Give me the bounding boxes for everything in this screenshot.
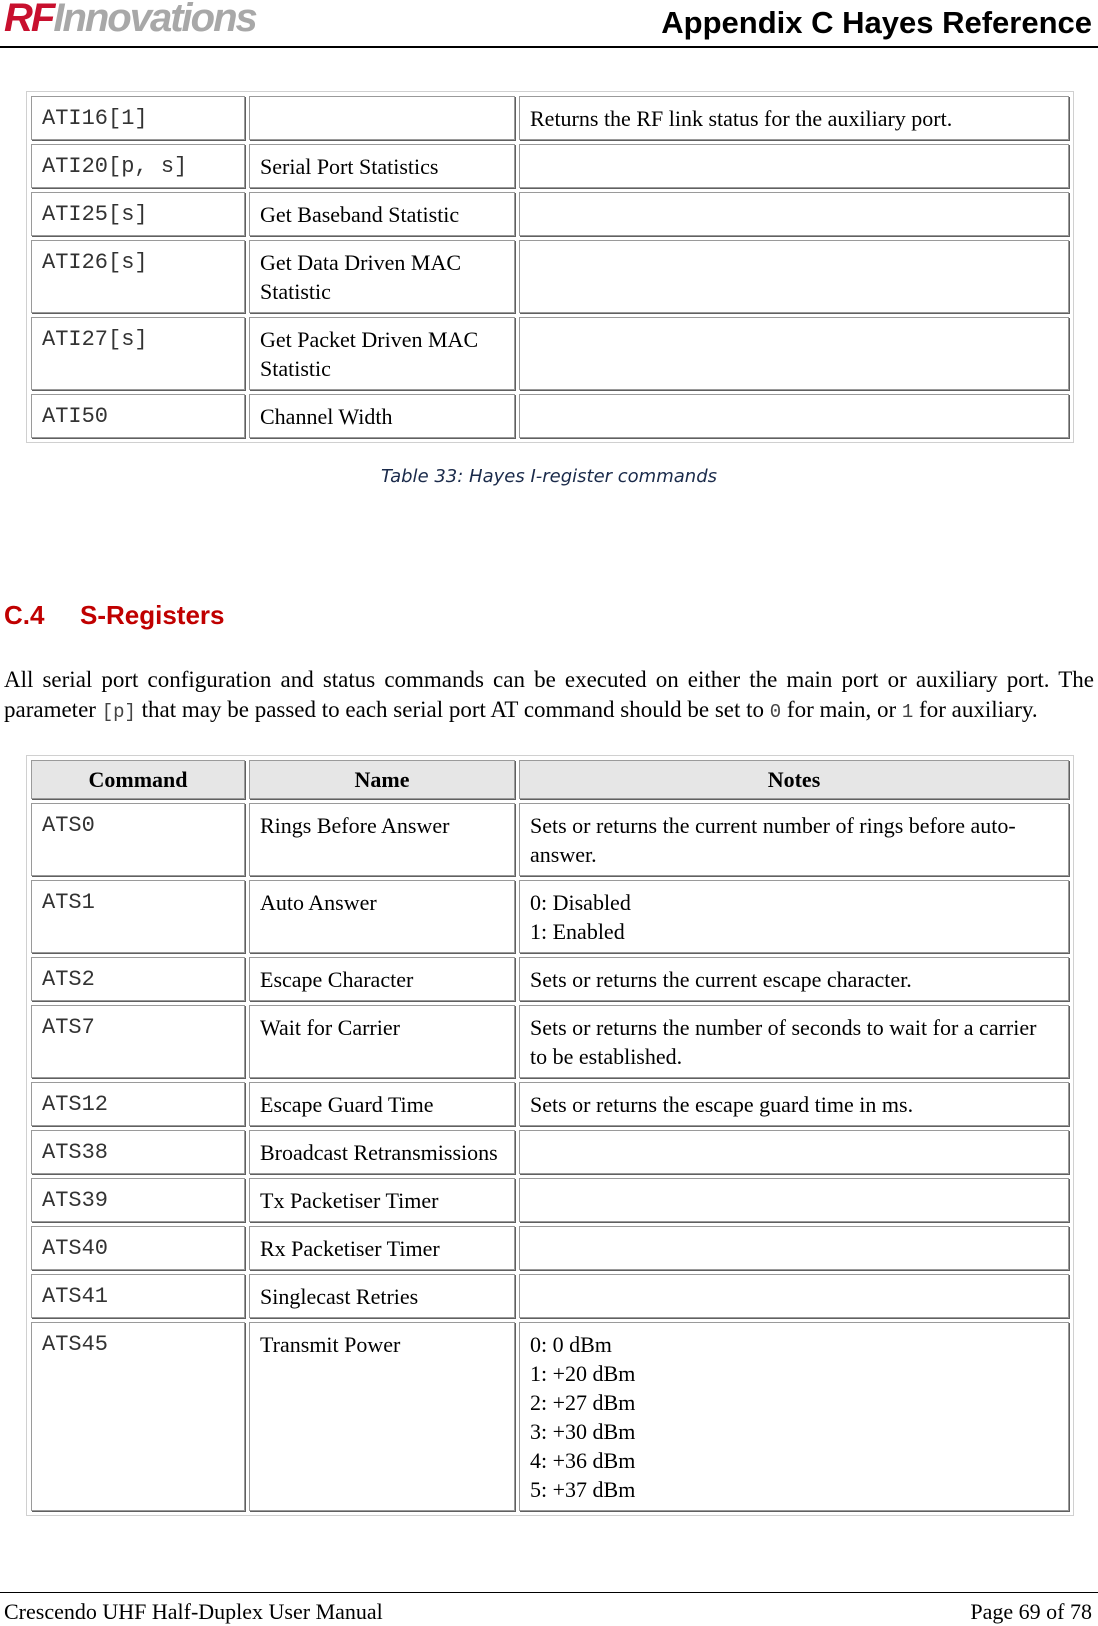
- note-line: 5: +37 dBm: [530, 1477, 636, 1502]
- note-line: [530, 1282, 1058, 1311]
- table-row: [31, 144, 1069, 188]
- name-cell: Broadcast Retransmissions: [249, 1130, 515, 1174]
- notes-cell: [519, 240, 1069, 313]
- name-cell: [249, 96, 515, 140]
- name-cell: Tx Packetiser Timer: [249, 1178, 515, 1222]
- table-row: [31, 880, 1069, 953]
- name-cell: Transmit Power: [249, 1322, 515, 1511]
- table-row: [31, 1178, 1069, 1222]
- name-cell: Rx Packetiser Timer: [249, 1226, 515, 1270]
- note-line: [530, 1138, 1058, 1167]
- page-footer: [0, 1592, 1098, 1626]
- page-number: Page 69 of 78: [970, 1599, 1092, 1624]
- notes-cell: [519, 880, 1069, 953]
- header-name: Name: [249, 760, 515, 799]
- note-line: Sets or returns the escape guard time in ms.: [530, 1092, 914, 1117]
- command-cell: ATS12: [31, 1082, 245, 1126]
- note-line: Sets or returns the current number of rings before auto-answer.: [530, 813, 1016, 867]
- aux-port-code: 1: [901, 701, 914, 723]
- table-header-row: [31, 760, 1069, 799]
- note-line: 2: +27 dBm: [530, 1390, 636, 1415]
- command-cell: ATS39: [31, 1178, 245, 1222]
- i-register-table-body: [31, 96, 1069, 438]
- manual-title: Crescendo UHF Half-Duplex User Manual: [4, 1599, 383, 1624]
- note-line: [530, 402, 1058, 431]
- table-row: [31, 803, 1069, 876]
- name-cell: Escape Guard Time: [249, 1082, 515, 1126]
- name-cell: Escape Character: [249, 957, 515, 1001]
- name-cell: Singlecast Retries: [249, 1274, 515, 1318]
- table-row: [31, 1226, 1069, 1270]
- command-cell: ATS0: [31, 803, 245, 876]
- command-cell: ATI16[1]: [31, 96, 245, 140]
- command-cell: ATI27[s]: [31, 317, 245, 390]
- name-cell: Get Baseband Statistic: [249, 192, 515, 236]
- appendix-title: Appendix C Hayes Reference: [661, 5, 1092, 40]
- note-line: Sets or returns the current escape character.: [530, 967, 912, 992]
- s-register-table: [26, 755, 1074, 1516]
- notes-cell: [519, 957, 1069, 1001]
- table-row: [31, 1082, 1069, 1126]
- notes-cell: [519, 1082, 1069, 1126]
- notes-cell: [519, 1274, 1069, 1318]
- command-cell: ATS41: [31, 1274, 245, 1318]
- table-row: [31, 957, 1069, 1001]
- header-notes: Notes: [519, 760, 1069, 799]
- notes-cell: [519, 1226, 1069, 1270]
- note-line: [530, 152, 1058, 181]
- note-line: 3: +30 dBm: [530, 1419, 636, 1444]
- name-cell: Auto Answer: [249, 880, 515, 953]
- main-port-code: 0: [769, 701, 782, 723]
- s-register-table-body: [31, 803, 1069, 1511]
- note-line: Returns the RF link status for the auxiliary port.: [530, 106, 953, 131]
- note-line: 0: 0 dBm: [530, 1332, 612, 1357]
- table-row: [31, 1130, 1069, 1174]
- table-row: [31, 1274, 1069, 1318]
- section-number: C.4: [4, 600, 45, 630]
- table-row: [31, 240, 1069, 313]
- notes-cell: [519, 1005, 1069, 1078]
- command-cell: ATI25[s]: [31, 192, 245, 236]
- command-cell: ATI50: [31, 394, 245, 438]
- command-cell: ATS40: [31, 1226, 245, 1270]
- notes-cell: [519, 1130, 1069, 1174]
- notes-cell: [519, 1178, 1069, 1222]
- table-row: [31, 1005, 1069, 1078]
- command-cell: ATS7: [31, 1005, 245, 1078]
- note-line: 4: +36 dBm: [530, 1448, 636, 1473]
- note-line: Sets or returns the number of seconds to wait for a carrier to be established.: [530, 1015, 1037, 1069]
- command-cell: ATI26[s]: [31, 240, 245, 313]
- header-command: Command: [31, 760, 245, 799]
- note-line: [530, 1186, 1058, 1215]
- name-cell: Channel Width: [249, 394, 515, 438]
- name-cell: Get Data Driven MAC Statistic: [249, 240, 515, 313]
- table-caption: Table 33: Hayes I-register commands: [381, 466, 717, 487]
- i-register-table: [26, 91, 1074, 443]
- company-logo: RFInnovations: [4, 0, 256, 40]
- note-line: [530, 248, 1058, 277]
- name-cell: Rings Before Answer: [249, 803, 515, 876]
- command-cell: ATI20[p, s]: [31, 144, 245, 188]
- table-row: [31, 394, 1069, 438]
- note-line: [530, 325, 1058, 354]
- note-line: 1: Enabled: [530, 919, 625, 944]
- command-cell: ATS45: [31, 1322, 245, 1511]
- name-cell: Serial Port Statistics: [249, 144, 515, 188]
- section-title: S-Registers: [80, 600, 225, 630]
- command-cell: ATS1: [31, 880, 245, 953]
- table-row: [31, 192, 1069, 236]
- note-line: 1: +20 dBm: [530, 1361, 636, 1386]
- note-line: [530, 1234, 1058, 1263]
- table-row: [31, 1322, 1069, 1511]
- command-cell: ATS2: [31, 957, 245, 1001]
- note-line: [530, 200, 1058, 229]
- name-cell: Get Packet Driven MAC Statistic: [249, 317, 515, 390]
- notes-cell: [519, 803, 1069, 876]
- notes-cell: [519, 96, 1069, 140]
- section-heading: [4, 600, 225, 631]
- notes-cell: [519, 144, 1069, 188]
- param-code: [p]: [101, 701, 136, 723]
- page-header: [0, 0, 1098, 48]
- table-row: [31, 317, 1069, 390]
- notes-cell: [519, 1322, 1069, 1511]
- notes-cell: [519, 394, 1069, 438]
- command-cell: ATS38: [31, 1130, 245, 1174]
- table-row: [31, 96, 1069, 140]
- note-line: 0: Disabled: [530, 890, 631, 915]
- name-cell: Wait for Carrier: [249, 1005, 515, 1078]
- section-paragraph: All serial port configuration and status commands can be executed on either the main port or auxiliary port. The parameter [p] that may be passed to each serial port AT command should be set to 0 for main, or 1 for auxiliary.: [4, 667, 1094, 723]
- notes-cell: [519, 317, 1069, 390]
- notes-cell: [519, 192, 1069, 236]
